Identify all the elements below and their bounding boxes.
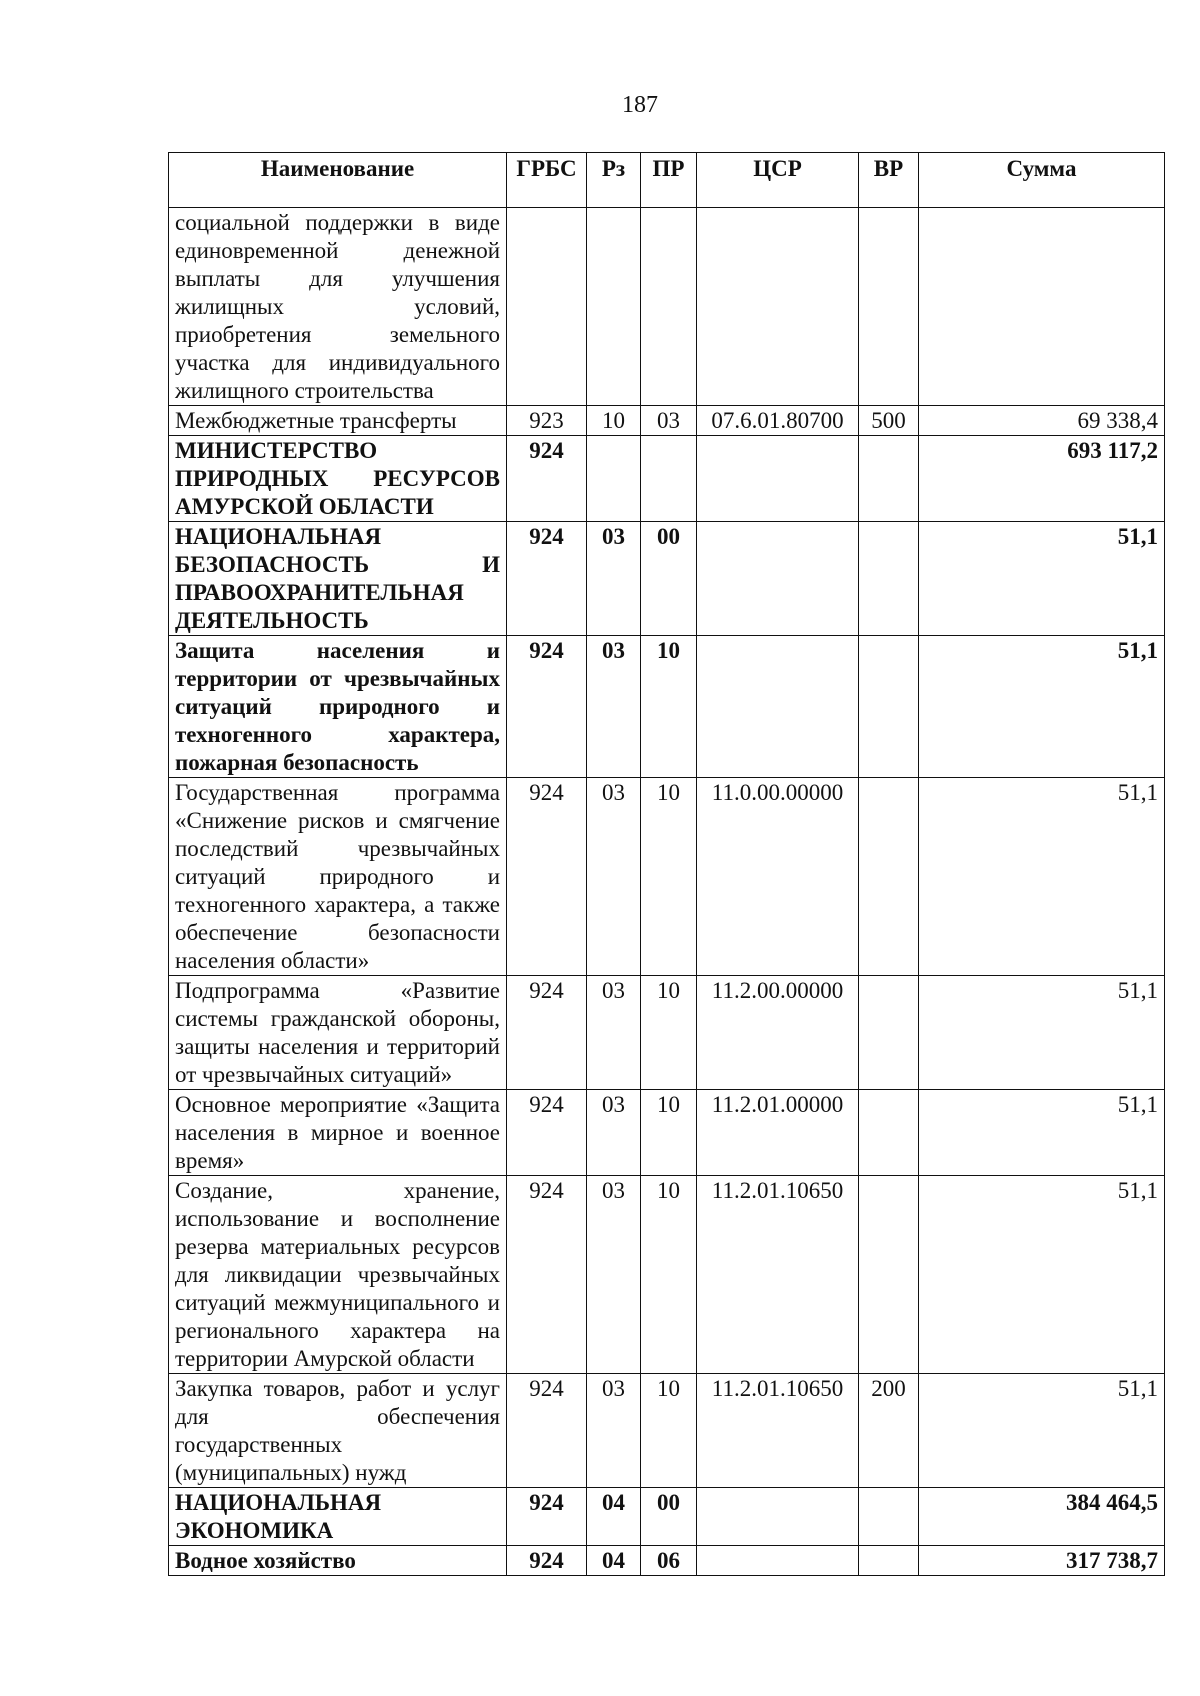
header-rz: Рз	[587, 153, 641, 208]
cell-pr: 10	[641, 1176, 697, 1374]
table-row	[169, 436, 1165, 522]
cell-sum: 317 738,7	[919, 1546, 1165, 1576]
cell-csr	[697, 208, 859, 406]
cell-grbs: 924	[507, 436, 587, 522]
table-row	[169, 1090, 1165, 1176]
cell-sum: 51,1	[919, 636, 1165, 778]
cell-grbs: 924	[507, 976, 587, 1090]
cell-vr	[859, 636, 919, 778]
table-body	[169, 208, 1165, 1576]
cell-sum: 51,1	[919, 778, 1165, 976]
cell-csr	[697, 636, 859, 778]
cell-name: социальной поддержки в виде единовременной денежной выплаты для улучшения жилищных условий, приобретения земельного участка для индивидуального жилищного строительства	[169, 208, 507, 406]
cell-name: НАЦИОНАЛЬНАЯ БЕЗОПАСНОСТЬ И ПРАВООХРАНИТЕЛЬНАЯ ДЕЯТЕЛЬНОСТЬ	[169, 522, 507, 636]
cell-csr	[697, 1488, 859, 1546]
cell-grbs: 924	[507, 778, 587, 976]
header-csr: ЦСР	[697, 153, 859, 208]
cell-sum: 51,1	[919, 522, 1165, 636]
header-grbs: ГРБС	[507, 153, 587, 208]
cell-pr: 10	[641, 636, 697, 778]
cell-rz: 03	[587, 778, 641, 976]
cell-name: НАЦИОНАЛЬНАЯ ЭКОНОМИКА	[169, 1488, 507, 1546]
cell-vr	[859, 778, 919, 976]
cell-csr: 11.2.01.00000	[697, 1090, 859, 1176]
cell-rz: 03	[587, 636, 641, 778]
cell-sum: 51,1	[919, 1176, 1165, 1374]
cell-csr: 11.2.00.00000	[697, 976, 859, 1090]
cell-pr	[641, 436, 697, 522]
cell-sum: 693 117,2	[919, 436, 1165, 522]
cell-grbs: 924	[507, 1546, 587, 1576]
cell-name: Основное мероприятие «Защита населения в мирное и военное время»	[169, 1090, 507, 1176]
cell-sum: 51,1	[919, 976, 1165, 1090]
cell-csr: 11.0.00.00000	[697, 778, 859, 976]
cell-rz: 03	[587, 976, 641, 1090]
header-name: Наименование	[169, 153, 507, 208]
table-row	[169, 1176, 1165, 1374]
table-row	[169, 976, 1165, 1090]
cell-vr	[859, 436, 919, 522]
cell-grbs: 924	[507, 1374, 587, 1488]
cell-name: Закупка товаров, работ и услуг для обеспечения государственных (муниципальных) нужд	[169, 1374, 507, 1488]
cell-grbs: 923	[507, 406, 587, 436]
cell-rz: 10	[587, 406, 641, 436]
table-row	[169, 778, 1165, 976]
cell-vr	[859, 1176, 919, 1374]
cell-rz: 03	[587, 522, 641, 636]
page-number: 187	[622, 92, 658, 118]
cell-grbs: 924	[507, 1176, 587, 1374]
cell-sum	[919, 208, 1165, 406]
cell-vr	[859, 1488, 919, 1546]
cell-pr: 10	[641, 778, 697, 976]
cell-sum: 51,1	[919, 1374, 1165, 1488]
cell-rz: 04	[587, 1488, 641, 1546]
cell-pr: 10	[641, 976, 697, 1090]
header-pr: ПР	[641, 153, 697, 208]
cell-csr	[697, 1546, 859, 1576]
cell-name: Защита населения и территории от чрезвычайных ситуаций природного и техногенного характера, пожарная безопасность	[169, 636, 507, 778]
cell-rz: 03	[587, 1374, 641, 1488]
table-row	[169, 522, 1165, 636]
cell-vr	[859, 976, 919, 1090]
cell-csr: 11.2.01.10650	[697, 1374, 859, 1488]
cell-pr: 10	[641, 1090, 697, 1176]
cell-rz: 03	[587, 1090, 641, 1176]
cell-pr: 06	[641, 1546, 697, 1576]
table-row	[169, 406, 1165, 436]
table-header-row	[169, 153, 1165, 208]
cell-grbs	[507, 208, 587, 406]
table-row	[169, 1374, 1165, 1488]
cell-sum: 384 464,5	[919, 1488, 1165, 1546]
cell-grbs: 924	[507, 522, 587, 636]
cell-name: Межбюджетные трансферты	[169, 406, 507, 436]
cell-vr	[859, 1090, 919, 1176]
cell-vr: 200	[859, 1374, 919, 1488]
cell-grbs: 924	[507, 1488, 587, 1546]
budget-table	[168, 152, 1165, 1576]
cell-pr	[641, 208, 697, 406]
cell-name: Государственная программа «Снижение рисков и смягчение последствий чрезвычайных ситуаций природного и техногенного характера, а также обеспечение безопасности населения области»	[169, 778, 507, 976]
cell-rz: 03	[587, 1176, 641, 1374]
cell-csr: 11.2.01.10650	[697, 1176, 859, 1374]
cell-pr: 00	[641, 522, 697, 636]
cell-csr	[697, 436, 859, 522]
cell-vr	[859, 522, 919, 636]
cell-name: Водное хозяйство	[169, 1546, 507, 1576]
cell-vr	[859, 208, 919, 406]
cell-vr: 500	[859, 406, 919, 436]
cell-vr	[859, 1546, 919, 1576]
cell-pr: 00	[641, 1488, 697, 1546]
cell-sum: 51,1	[919, 1090, 1165, 1176]
cell-pr: 03	[641, 406, 697, 436]
header-vr: ВР	[859, 153, 919, 208]
header-sum: Сумма	[919, 153, 1165, 208]
cell-name: Подпрограмма «Развитие системы гражданской обороны, защиты населения и территорий от чрезвычайных ситуаций»	[169, 976, 507, 1090]
cell-grbs: 924	[507, 1090, 587, 1176]
cell-name: Создание, хранение, использование и восполнение резерва материальных ресурсов для ликвидации чрезвычайных ситуаций межмуниципального и регионального характера на территории Амурской области	[169, 1176, 507, 1374]
cell-rz: 04	[587, 1546, 641, 1576]
cell-name: МИНИСТЕРСТВО ПРИРОДНЫХ РЕСУРСОВ АМУРСКОЙ ОБЛАСТИ	[169, 436, 507, 522]
table-row	[169, 1546, 1165, 1576]
table-row	[169, 1488, 1165, 1546]
cell-csr: 07.6.01.80700	[697, 406, 859, 436]
cell-pr: 10	[641, 1374, 697, 1488]
cell-rz	[587, 436, 641, 522]
table-row	[169, 208, 1165, 406]
table-row	[169, 636, 1165, 778]
cell-rz	[587, 208, 641, 406]
cell-sum: 69 338,4	[919, 406, 1165, 436]
cell-grbs: 924	[507, 636, 587, 778]
cell-csr	[697, 522, 859, 636]
